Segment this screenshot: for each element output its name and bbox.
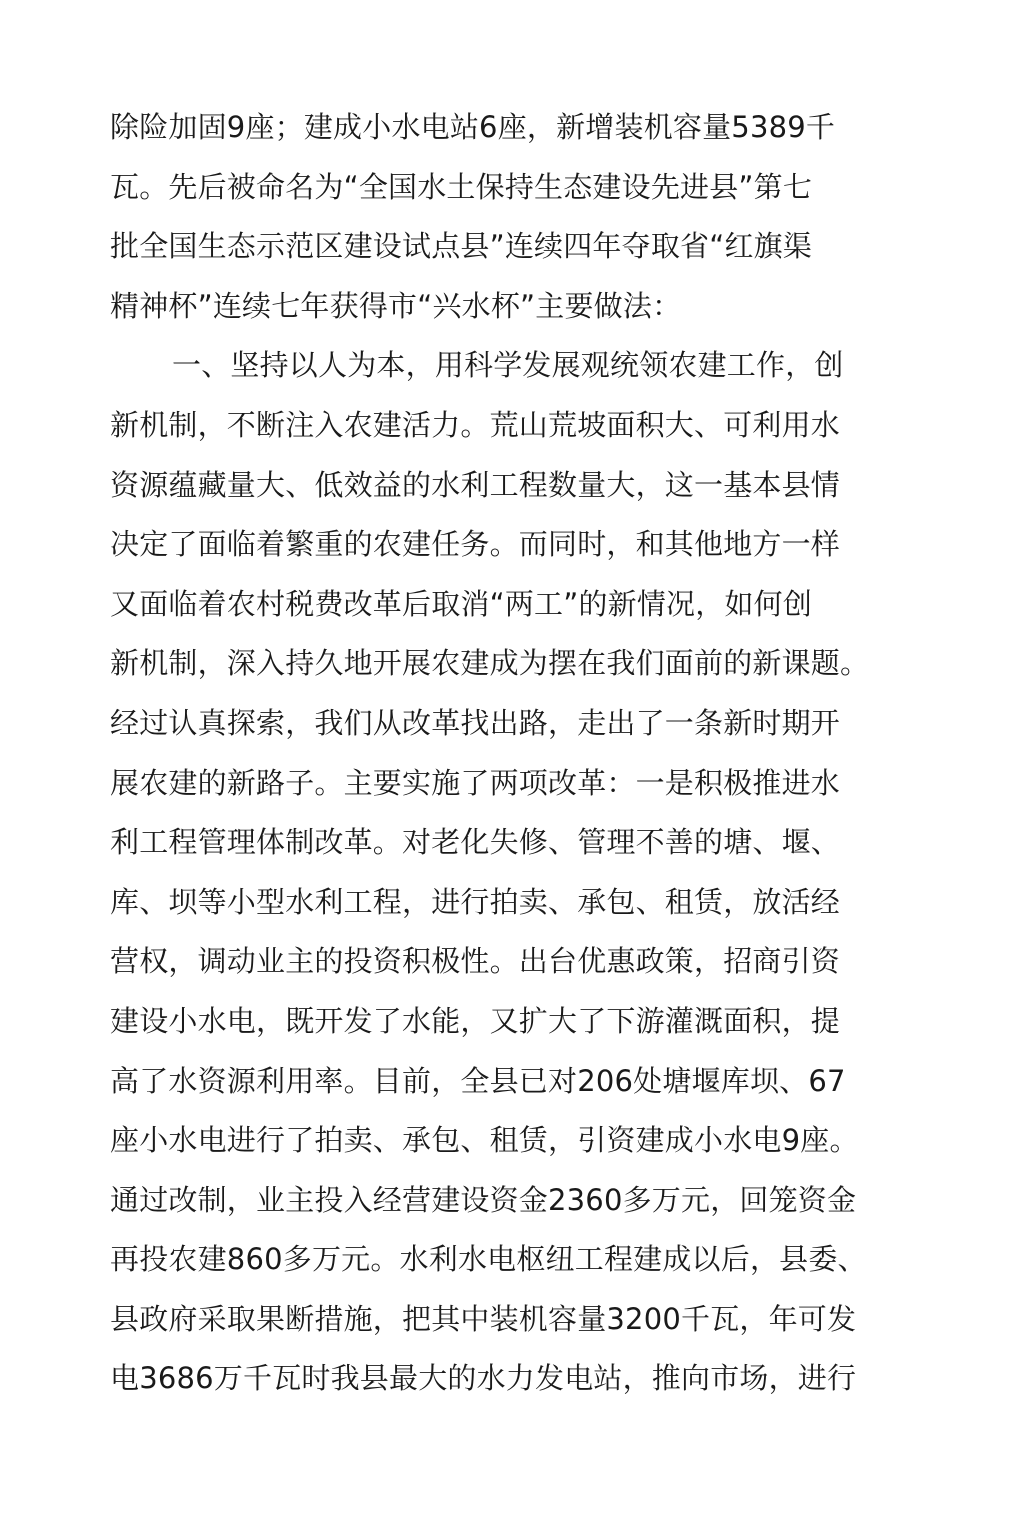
text-line: 批全国生态示范区建设试点县”连续四年夺取省“红旗渠 xyxy=(110,229,813,264)
text-line: 利工程管理体制改革。对老化失修、管理不善的塘、堰、 xyxy=(110,825,841,860)
text-line: 经过认真探索，我们从改革找出路，走出了一条新时期开 xyxy=(110,705,841,740)
text-line: 建设小水电，既开发了水能，又扩大了下游灌溉面积，提 xyxy=(110,1003,841,1038)
text-line: 通过改制，业主投入经营建设资金2360多万元，回笼资金 xyxy=(110,1182,857,1217)
text-line: 新机制，深入持久地开展农建成为摆在我们面前的新课题。 xyxy=(110,646,870,681)
text-line: 营权，调动业主的投资积极性。出台优惠政策，招商引资 xyxy=(110,944,841,979)
text-line: 又面临着农村税费改革后取消“两工”的新情况，如何创 xyxy=(110,586,813,621)
text-line: 资源蕴藏量大、低效益的水利工程数量大，这一基本县情 xyxy=(110,467,841,502)
section-heading-line: 一、坚持以人为本，用科学发展观统领农建工作，创 xyxy=(172,348,844,383)
text-line: 除险加固9座；建成小水电站6座，新增装机容量5389千 xyxy=(110,110,836,144)
text-line: 高了水资源利用率。目前，全县已对206处塘堰库坝、67 xyxy=(110,1063,846,1098)
text-line: 决定了面临着繁重的农建任务。而同时，和其他地方一样 xyxy=(110,527,841,562)
document-body xyxy=(110,98,910,1409)
text-line: 新机制，不断注入农建活力。荒山荒坡面积大、可利用水 xyxy=(110,407,841,442)
text-line: 县政府采取果断措施，把其中装机容量3200千瓦，年可发 xyxy=(110,1301,857,1336)
text-line: 再投农建860多万元。水利水电枢纽工程建成以后，县委、 xyxy=(110,1242,867,1277)
text-line: 精神杯”连续七年获得市“兴水杯”主要做法： xyxy=(110,288,682,323)
text-line: 电3686万千瓦时我县最大的水力发电站，推向市场，进行 xyxy=(110,1361,857,1396)
text-line: 瓦。先后被命名为“全国水土保持生态建设先进县”第七 xyxy=(110,169,813,204)
text-line: 库、坝等小型水利工程，进行拍卖、承包、租赁，放活经 xyxy=(110,884,841,919)
text-line: 座小水电进行了拍卖、承包、租赁，引资建成小水电9座。 xyxy=(110,1123,859,1158)
text-line: 展农建的新路子。主要实施了两项改革：一是积极推进水 xyxy=(110,765,841,800)
